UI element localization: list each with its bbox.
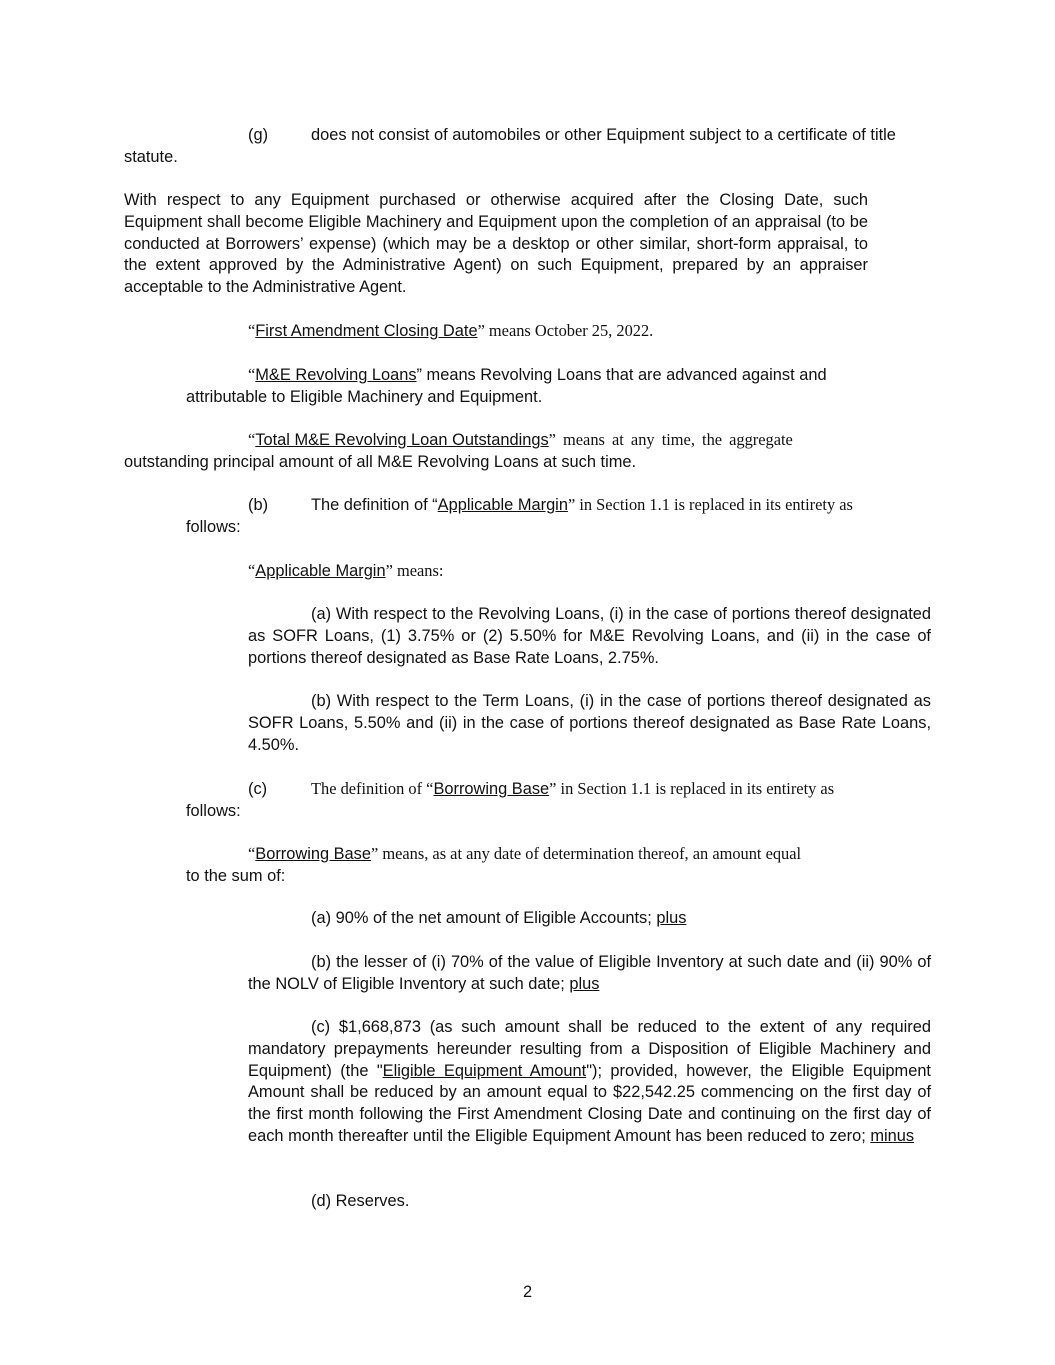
borrowing-base-clause-d: (d) Reserves. xyxy=(311,1192,410,1210)
margin-clause-b: (b) With respect to the Term Loans, (i) in the case of portions thereof designated as SOFR Loans, 5.50% and (ii) in the case of portions thereof designated as Base Rate Loans, 4.50%. xyxy=(248,692,931,754)
term-borrowing-base-ref: Borrowing Base xyxy=(433,780,550,798)
definition-borrowing-base: “Borrowing Base” means, as at any date of determination thereof, an amount equal to the sum of: xyxy=(186,844,802,885)
item-g xyxy=(124,125,931,169)
term-applicable-margin-ref: Applicable Margin xyxy=(437,496,568,514)
minus-word: minus xyxy=(870,1126,915,1145)
item-b-label: (b) xyxy=(248,496,269,514)
plus-word: plus xyxy=(569,974,600,993)
borrowing-base-clause-c: (c) $1,668,873 (as such amount shall be reduced to the extent of any required mandatory prepayments hereunder resulting from a Disposition of Eligible Machinery and Equipment) (the "Eligible Equipment Amount"); provided, however, the Eligible Equipment Amount shall be reduced by an amount equal to $22,542.25 commencing on the first day of the first month following the First Amendment Closing Date and continuing on the first day of each month thereafter until the Eligible Equipment Amount has been reduced to zero; minus xyxy=(248,1018,931,1145)
term-borrowing-base: Borrowing Base xyxy=(255,845,371,863)
term-applicable-margin: Applicable Margin xyxy=(255,562,386,580)
item-c: (c) The definition of “Borrowing Base” in Section 1.1 is replaced in its entirety as follows: xyxy=(186,779,835,820)
definition-me-revolving-loans: “M&E Revolving Loans” means Revolving Loans that are advanced against and attributable to Eligible Machinery and Equipment. xyxy=(186,365,827,406)
item-c-label: (c) xyxy=(248,780,268,798)
page-number: 2 xyxy=(522,1283,533,1301)
item-g-label: (g) xyxy=(248,126,269,144)
item-b: (b) The definition of “Applicable Margin” in Section 1.1 is replaced in its entirety as follows: xyxy=(186,495,853,536)
margin-clause-a: (a) With respect to the Revolving Loans, (i) in the case of portions thereof designated as SOFR Loans, (1) 3.75% or (2) 5.50% for M&E Revolving Loans, and (ii) in the case of portions thereof designated as Base Rate Loans, 2.75%. xyxy=(248,605,931,667)
plus-word: plus xyxy=(656,909,687,927)
equipment-paragraph: With respect to any Equipment purchased or otherwise acquired after the Closing Date, such Equipment shall become Eligible Machinery and Equipment upon the completion of an appraisal (to be conducted at Borrowers’ expense) (which may be a desktop or other similar, short-form appraisal, to the extent approved by the Administrative Agent) on such Equipment, prepared by an appraiser acceptable to the Administrative Agent. xyxy=(124,191,868,297)
term-first-amendment-closing-date: First Amendment Closing Date xyxy=(255,322,478,340)
term-eligible-equipment-amount: Eligible Equipment Amount xyxy=(382,1061,587,1080)
item-g-text: does not consist of automobiles or other Equipment subject to a certificate of title xyxy=(311,126,896,144)
definition-applicable-margin: “Applicable Margin” means: xyxy=(248,561,444,580)
borrowing-base-clause-a: (a) 90% of the net amount of Eligible Accounts; plus xyxy=(311,909,687,927)
term-me-revolving-loans: M&E Revolving Loans xyxy=(255,366,417,384)
definition-first-amendment-closing-date: “First Amendment Closing Date” means October 25, 2022. xyxy=(248,321,654,340)
borrowing-base-clause-b: (b) the lesser of (i) 70% of the value of Eligible Inventory at such date and (ii) 90% of the NOLV of Eligible Inventory at such date; plus xyxy=(248,953,931,993)
definition-total-me-revolving-loan-outstandings: “Total M&E Revolving Loan Outstandings” means at any time, the aggregate outstanding principal amount of all M&E Revolving Loans at such time. xyxy=(124,430,793,471)
item-g-continuation: statute. xyxy=(124,147,178,166)
term-total-me-outstandings: Total M&E Revolving Loan Outstandings xyxy=(255,431,549,449)
